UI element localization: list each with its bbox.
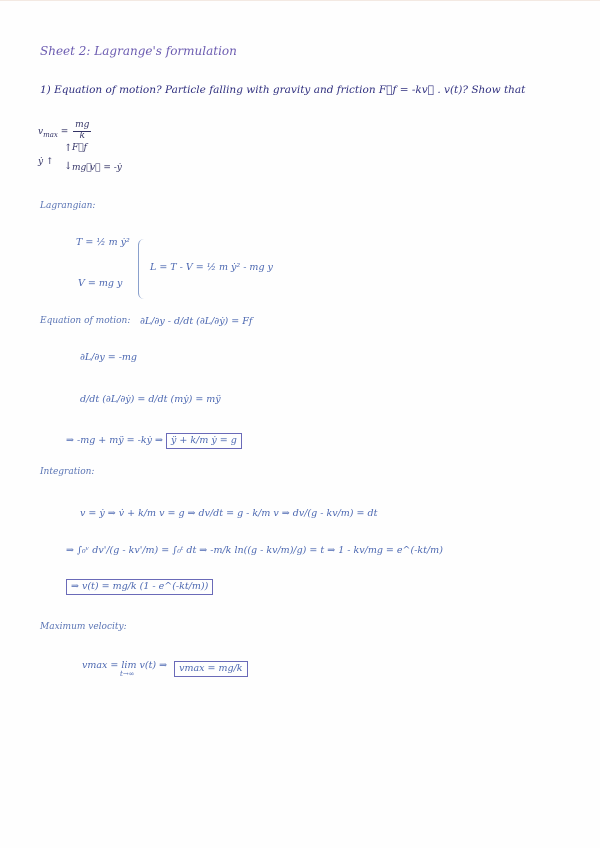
velocity-solution xyxy=(66,579,213,595)
force-diagram xyxy=(38,144,148,180)
eom-step-text: ⇒ -mg + mÿ = -kẏ ⇒ xyxy=(66,435,163,446)
potential-energy: V = mg y xyxy=(78,278,123,289)
max-velocity-heading: Maximum velocity: xyxy=(40,622,127,632)
euler-lagrange-equation: ∂L/∂y - d/dt (∂L/∂ẏ) = Ff xyxy=(140,316,253,327)
eom-heading: Equation of motion: xyxy=(40,316,131,326)
y-axis-label: ẏ ↑ xyxy=(38,157,54,167)
velocity-solution-box: ⇒ v(t) = mg/k (1 - e^(-kt/m)) xyxy=(66,579,213,595)
integration-line-2: ⇒ ∫₀ᵛ dv'/(g - kv'/m) = ∫₀ᵗ dt ⇒ -m/k ln((g - kv/m)/g) = t ⇒ 1 - kv/mg = e^(-kt/m) xyxy=(66,545,443,556)
integration-heading: Integration: xyxy=(40,467,95,477)
eom-step xyxy=(66,433,242,449)
friction-force-label: F⃗f xyxy=(72,143,87,153)
limit-subscript: t→∞ xyxy=(120,669,135,678)
down-arrow-icon: ↓ xyxy=(64,161,73,172)
up-arrow-icon: ↑ xyxy=(64,143,73,154)
integration-line-1: v = ẏ ⇒ v̇ + k/m v = g ⇒ dv/dt = g - k/m v ⇒ dv/(g - kv/m) = dt xyxy=(80,508,378,519)
max-velocity-line xyxy=(82,661,248,678)
brace-icon xyxy=(138,239,147,299)
gravity-force-label: mg⃗ xyxy=(72,163,92,173)
lagrangian-expression: L = T - V = ½ m ẏ² - mg y xyxy=(150,262,273,273)
page-title: Sheet 2: Lagrange's formulation xyxy=(40,44,237,58)
show-that-expression: $v_{max}$ = $\frac{mg}{k}$ xyxy=(38,120,90,141)
time-derivative-step: d/dt (∂L/∂ẏ) = d/dt (mẏ) = mÿ xyxy=(80,394,221,405)
velocity-label: v⃗ = -ẏ xyxy=(90,163,122,173)
question-text: 1) Equation of motion? Particle falling with gravity and friction F⃗f = -kv⃗ . v(t)? Show that xyxy=(40,84,526,96)
max-velocity-box: vmax = mg/k xyxy=(174,661,247,677)
max-velocity-limit: vmax = lim v(t) ⇒ xyxy=(82,660,168,671)
lagrangian-heading: Lagrangian: xyxy=(40,201,96,211)
kinetic-energy: T = ½ m ẏ² xyxy=(76,237,130,248)
dL-dy: ∂L/∂y = -mg xyxy=(80,352,137,363)
eom-result-box: ÿ + k/m ẏ = g xyxy=(166,433,242,449)
